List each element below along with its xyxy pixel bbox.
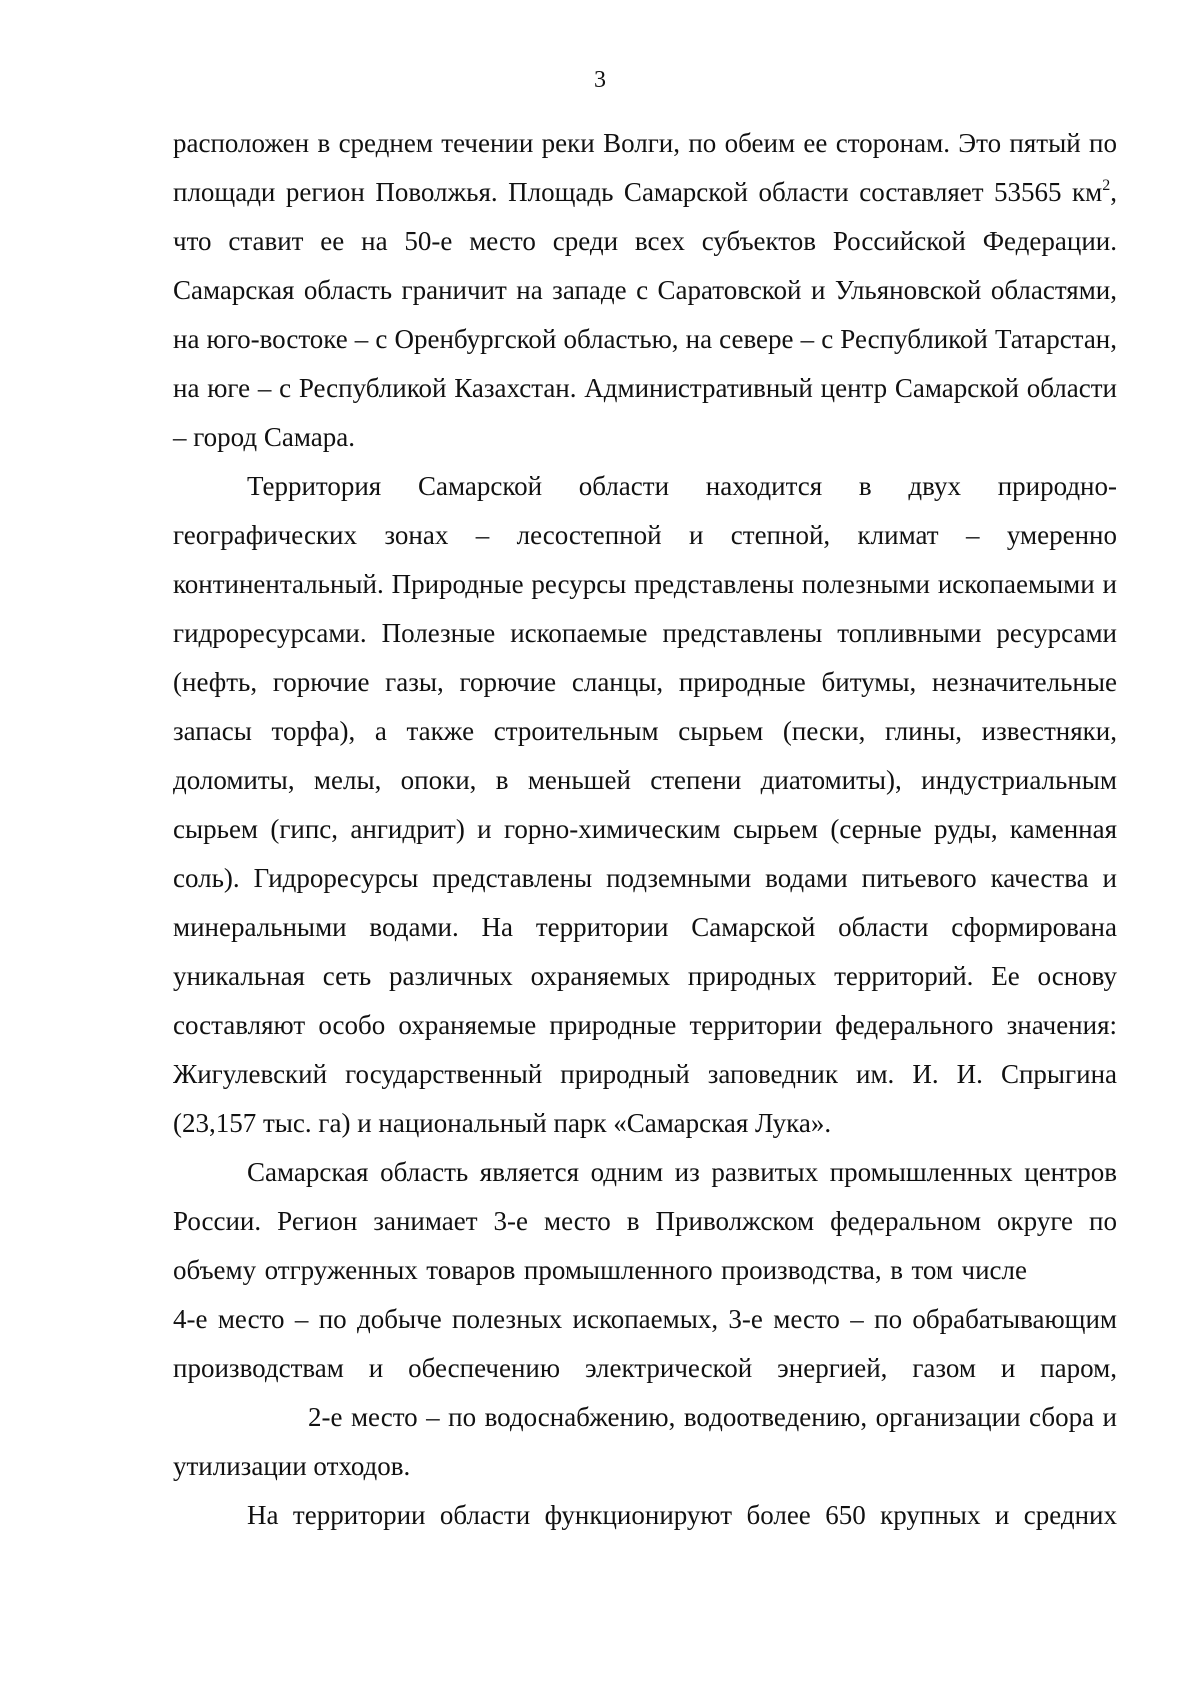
paragraph-3-text-c: 2-е место – по водоснабжению, водоотведению, организации сбора и утилизации отходов.	[173, 1402, 1117, 1481]
paragraph-4: На территории области функционируют более 650 крупных и средних	[247, 1500, 1117, 1530]
page-number: 3	[594, 67, 606, 93]
paragraph-3-text-a: Самарская область является одним из развитых промышленных центров России. Регион занимает 3-е место в Приволжском федеральном округе по объему отгруженных товаров промышленного производства, в том числе	[173, 1157, 1117, 1285]
paragraph-3	[173, 1148, 1117, 1491]
paragraph-1-text-b: , что ставит ее на 50-е место среди всех субъектов Российской Федерации. Самарская область граничит на западе с Саратовской и Ульяновской областями, на юго-востоке – с Оренбургской областью, на севере – с Республикой Татарстан, на юге – с Республикой Казахстан. Административный центр Самарской области – город Самара.	[173, 177, 1117, 452]
paragraph-2: Территория Самарской области находится в двух природно-географических зонах – лесостепной и степной, климат – умеренно континентальный. Природные ресурсы представлены полезными ископаемыми и гидроресурсами. Полезные ископаемые представлены топливными ресурсами (нефть, горючие газы, горючие сланцы, природные битумы, незначительные запасы торфа), а также строительным сырьем (пески, глины, известняки, доломиты, мелы, опоки, в меньшей степени диатомиты), индустриальным сырьем (гипс, ангидрит) и горно-химическим сырьем (серные руды, каменная соль). Гидроресурсы представлены подземными водами питьевого качества и минеральными водами. На территории Самарской области сформирована уникальная сеть различных охраняемых природных территорий. Ее основу составляют особо охраняемые природные территории федерального значения: Жигулевский государственный природный заповедник им. И. И. Спрыгина (23,157 тыс. га) и национальный парк «Самарская Лука».	[173, 471, 1117, 1138]
paragraph-3-text-b: 4-е место – по добыче полезных ископаемых, 3-е место – по обрабатывающим производствам и обеспечению электрической энергией, газом и паром,	[173, 1304, 1117, 1383]
paragraph-1	[173, 119, 1117, 462]
paragraph-1-text-a: расположен в среднем течении реки Волги, по обеим ее сторонам. Это пятый по площади регион Поволжья. Площадь Самарской области составляет 53565 км	[173, 128, 1117, 207]
superscript-2: 2	[1102, 177, 1111, 194]
document-body	[173, 119, 1117, 1540]
